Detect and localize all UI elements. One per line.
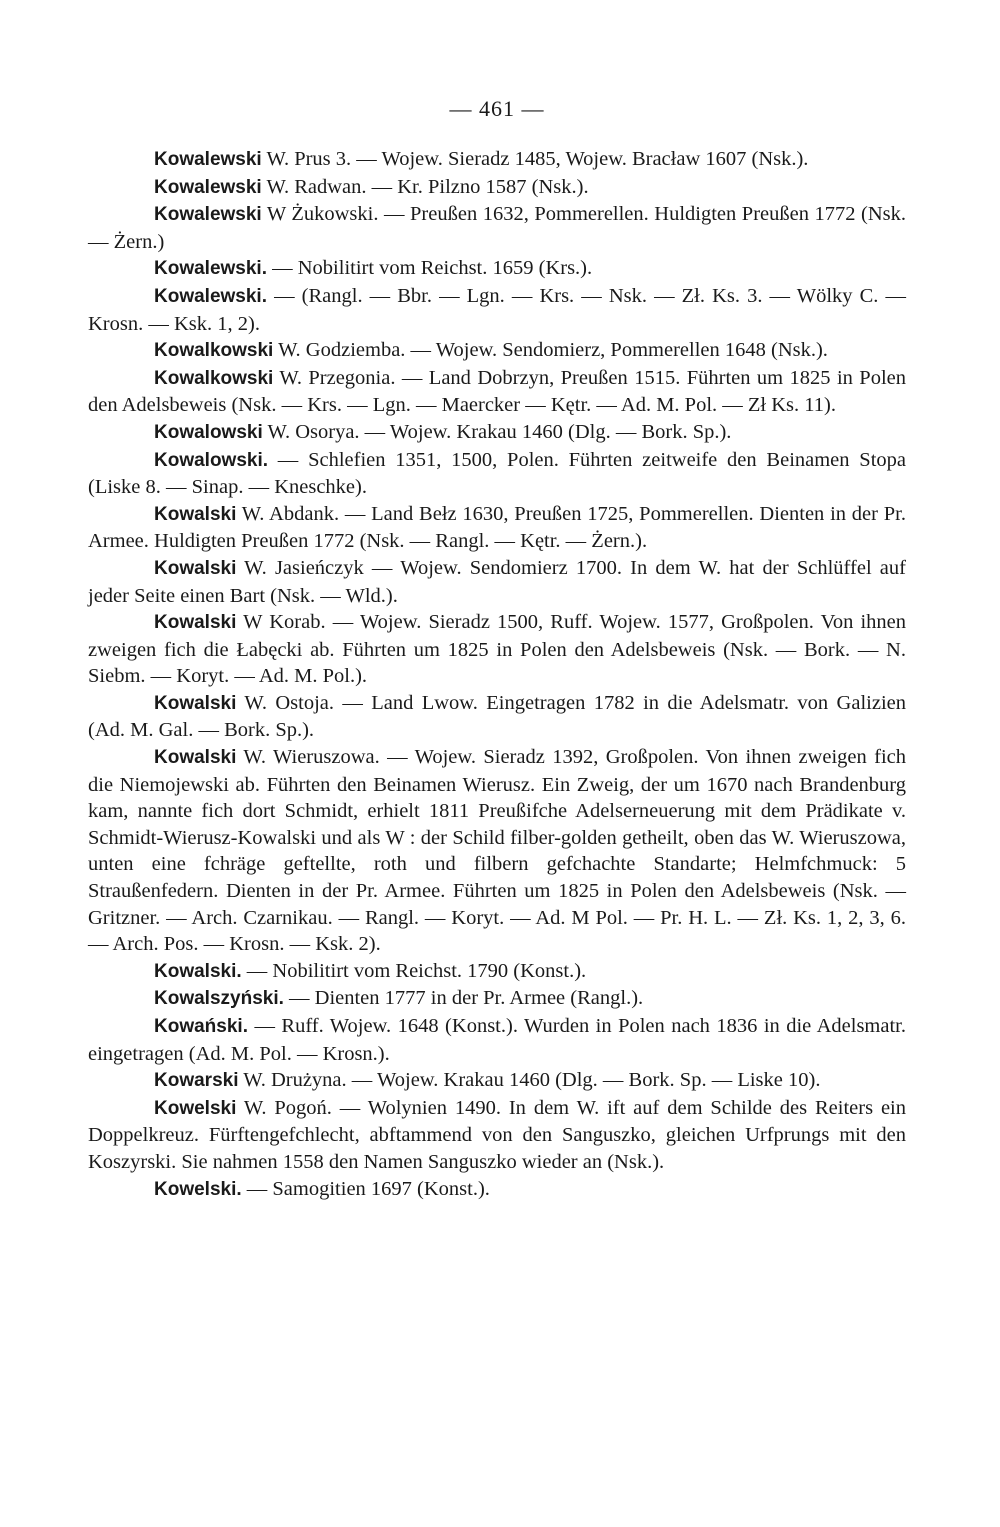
- entry: [88, 419, 906, 447]
- entry-text: W. Jasieńczyk — Wojew. Sendomierz 1700. In dem W. hat der Schlüffel auf jeder Seite einen Bart (Nsk. — Wld.).: [88, 556, 906, 607]
- entry-name: Kowalski.: [154, 960, 242, 982]
- entry-name: Kowalowski.: [154, 449, 269, 471]
- entry: [88, 744, 906, 958]
- entry: [88, 690, 906, 744]
- entry: [88, 1013, 906, 1067]
- entry: [88, 609, 906, 690]
- entry: [88, 255, 906, 283]
- entry-text: — Samogitien 1697 (Konst.).: [241, 1177, 490, 1200]
- entry-text: — Ruff. Wojew. 1648 (Konst.). Wurden in Polen nach 1836 in die Adelsmatr. eingetragen (Ad. M. Pol. — Krosn.).: [88, 1015, 906, 1065]
- entry-name: Kowelski.: [154, 1178, 242, 1200]
- entry-text: W. Radwan. — Kr. Pilzno 1587 (Nsk.).: [261, 175, 589, 198]
- entry: [88, 146, 906, 174]
- entry-text: W Korab. — Wojew. Sieradz 1500, Ruff. Wojew. 1577, Großpolen. Von ihnen zweigen fich die Łabęcki ab. Führten um 1825 in Polen den Adelsbeweis (Nsk. — Bork. — N. Siebm. — Koryt. — Ad. M. Pol.).: [88, 611, 906, 688]
- entry: [88, 501, 906, 555]
- entry-text: — Schlefien 1351, 1500, Polen. Führten zeitweife den Beinamen Stopa (Liske 8. — Sinap. — Kneschke).: [88, 448, 906, 499]
- document-page: [88, 96, 906, 1203]
- entry: [88, 201, 906, 255]
- entry-name: Kowalski: [154, 557, 237, 579]
- page-number: — 461 —: [449, 96, 545, 121]
- entry: [88, 1067, 906, 1095]
- entry-text: W. Przegonia. — Land Dobrzyn, Preußen 1515. Führten um 1825 in Polen den Adelsbeweis (Nsk. — Krs. — Lgn. — Maercker — Kętr. — Ad. M. Pol. — Zł Ks. 11).: [88, 366, 906, 417]
- entry: [88, 337, 906, 365]
- entry-name: Kowalski: [154, 692, 237, 714]
- entry: [88, 1176, 906, 1204]
- entry: [88, 174, 906, 202]
- entry-text: W Żukowski. — Preußen 1632, Pommerellen. Huldigten Preußen 1772 (Nsk. — Żern.): [88, 203, 906, 253]
- entry-name: Kowalewski: [154, 176, 262, 198]
- entry-name: Kowalowski: [154, 421, 263, 443]
- entry: [88, 365, 906, 419]
- entry-text: — Nobilitirt vom Reichst. 1659 (Krs.).: [267, 257, 593, 280]
- entry-text: W. Pogoń. — Wolynien 1490. In dem W. ift auf dem Schilde des Reiters ein Doppelkreuz. Fürftengefchlecht, abftammend von den Sanguszko, gleichen Urfprungs mit den Koszyrski. Sie nahmen 1558 den Namen Sanguszko wieder an (Nsk.).: [88, 1096, 906, 1173]
- entry-name: Kowarski: [154, 1070, 239, 1092]
- entry-text: W. Ostoja. — Land Lwow. Eingetragen 1782 in die Adelsmatr. von Galizien (Ad. M. Gal. — Bork. Sp.).: [88, 691, 906, 742]
- entry-text: — (Rangl. — Bbr. — Lgn. — Krs. — Nsk. — Zł. Ks. 3. — Wölky C. — Krosn. — Ksk. 1, 2).: [88, 284, 906, 335]
- entry-name: Kowalewski: [154, 149, 262, 170]
- entry-name: Kowalewski.: [154, 258, 267, 280]
- entry-name: Kowalski: [154, 503, 237, 525]
- entry: [88, 958, 906, 986]
- entry-name: Kowalewski: [154, 204, 262, 226]
- entry-name: Kowelski: [154, 1097, 237, 1119]
- entry: [88, 555, 906, 609]
- entry: [88, 1095, 906, 1176]
- entry-text: W. Godziemba. — Wojew. Sendomierz, Pommerellen 1648 (Nsk.).: [273, 339, 828, 362]
- entry-name: Kowalski: [154, 747, 237, 769]
- entry: [88, 283, 906, 337]
- entry: [88, 447, 906, 501]
- entry-text: W. Osorya. — Wojew. Krakau 1460 (Dlg. — Bork. Sp.).: [262, 420, 732, 443]
- entry: [88, 985, 906, 1013]
- entry-name: Kowalszyński.: [154, 988, 284, 1010]
- entry-name: Kowalkowski: [154, 340, 274, 362]
- entry-text: — Dienten 1777 in der Pr. Armee (Rangl.).: [283, 987, 644, 1010]
- entry-name: Kowalewski.: [154, 285, 267, 307]
- entry-text: W. Drużyna. — Wojew. Krakau 1460 (Dlg. — Bork. Sp. — Liske 10).: [238, 1069, 821, 1092]
- entry-text: — Nobilitirt vom Reichst. 1790 (Konst.).: [241, 959, 587, 982]
- entry-name: Kowalski: [154, 612, 237, 634]
- entry-text: W. Wieruszowa. — Wojew. Sieradz 1392, Großpolen. Von ihnen zweigen fich die Niemojewski ab. Führten den Beinamen Wierusz. Ein Zweig, der um 1670 nach Brandenburg kam, nannte fich dort Schmidt, erhielt 1811 Preußifche Adelserneuerung mit dem Prädikate v. Schmidt-Wierusz-Kowalski und als W : der Schild filber-golden getheilt, oben das W. Wieruszowa, unten eine fchräge geftellte, roth und filbern gefchachte Standarte; Helmfchmuck: 5 Straußenfedern. Dienten in der Pr. Armee. Führten um 1825 in Polen den Adelsbeweis (Nsk. — Gritzner. — Arch. Czarnikau. — Rangl. — Koryt. — Ad. M Pol. — Pr. H. L. — Zł. Ks. 1, 2, 3, 6. — Arch. Pos. — Krosn. — Ksk. 2).: [88, 746, 906, 956]
- entry-text: W. Abdank. — Land Bełz 1630, Preußen 1725, Pommerellen. Dienten in der Pr. Armee. Huldigten Preußen 1772 (Nsk. — Rangl. — Kętr. — Żern.).: [88, 502, 906, 553]
- entry-name: Kowalkowski: [154, 367, 274, 389]
- entry-text: W. Prus 3. — Wojew. Sieradz 1485, Wojew. Bracław 1607 (Nsk.).: [261, 148, 809, 170]
- entry-name: Kowański.: [154, 1016, 248, 1037]
